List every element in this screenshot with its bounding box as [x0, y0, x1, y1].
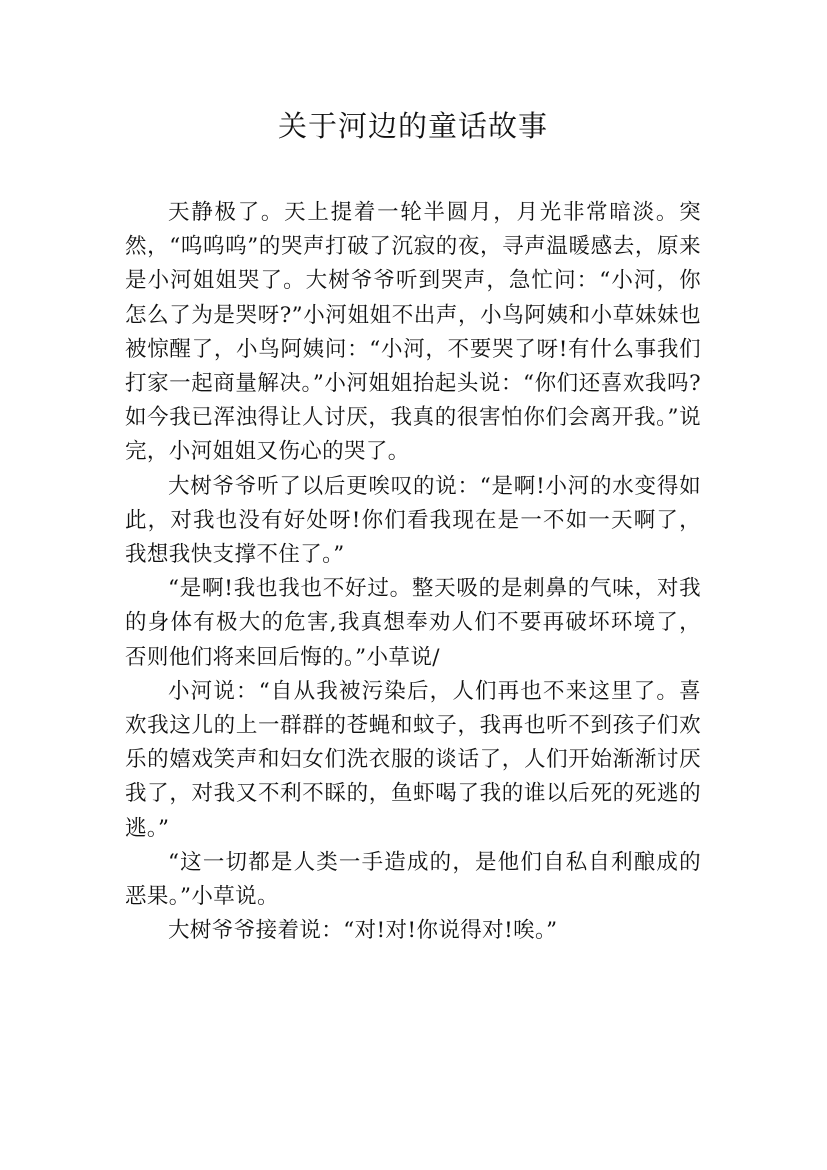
paragraph: “这一切都是人类一手造成的，是他们自私自利酿成的恶果。”小草说。: [125, 849, 701, 910]
document-title: 关于河边的童话故事: [277, 109, 548, 143]
paragraph: 大树爷爷听了以后更唉叹的说：“是啊!小河的水变得如此，对我也没有好处呀!你们看我现在是一不如一天啊了，我想我快支撑不住了。”: [125, 473, 701, 568]
document-body: [125, 196, 701, 948]
paragraph: “是啊!我也我也不好过。整天吸的是刺鼻的气味，对我的身体有极大的危害,我真想奉劝人们不要再破坏环境了，否则他们将来回后悔的。”小草说/: [125, 576, 701, 670]
paragraph: 小河说：“自从我被污染后，人们再也不来这里了。喜欢我这儿的上一群群的苍蝇和蚊子，我再也听不到孩子们欢乐的嬉戏笑声和妇女们洗衣服的谈话了，人们开始渐渐讨厌我了，对我又不利不睬的，鱼虾喝了我的谁以后死的死逃的逃。”: [125, 678, 701, 841]
paragraph: 大树爷爷接着说：“对!对!你说得对!唉。”: [168, 918, 558, 944]
paragraph: 天静极了。天上提着一轮半圆月，月光非常暗淡。突然，“呜呜呜”的哭声打破了沉寂的夜，寻声温暖感去，原来是小河姐姐哭了。大树爷爷听到哭声，急忙问：“小河，你怎么了为是哭呀?”小河姐姐不出声，小鸟阿姨和小草妹妹也被惊醒了，小鸟阿姨问：“小河，不要哭了呀!有什么事我们打家一起商量解决。”小河姐姐抬起头说：“你们还喜欢我吗?如今我已浑浊得让人讨厌，我真的很害怕你们会离开我。”说完，小河姐姐又伤心的哭了。: [125, 200, 701, 465]
